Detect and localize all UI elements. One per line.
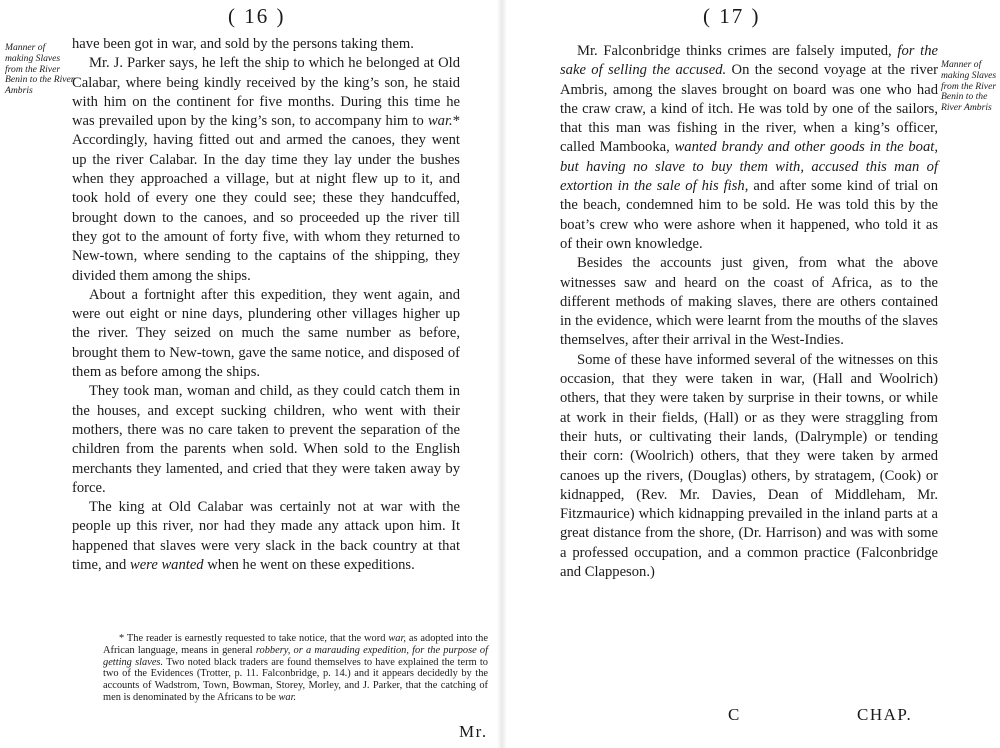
- paragraph: Mr. Falconbridge thinks crimes are falsely imputed, for the sake of selling the accused. On the second voyage at the river Ambris, among the slaves brought on board was one who had the craw craw, a kind of itch. He was told by one of the sailors, that this man was fishing in the river, when a king’s officer, called Mambooka, wanted brandy and other goods in the boat, but having no slave to buy them with, accused this man of extortion in the sale of his fish, and after some kind of trial on the beach, condemned him to be sold. He was told this by the boat’s crew who were ashore when it happened, who told it as of their own knowledge.: [560, 43, 939, 252]
- catchword: Mr.: [459, 722, 488, 741]
- paragraph: Mr. J. Parker says, he left the ship to which he belonged at Old Calabar, where being kindly received by the king’s son, he staid with him on the continent for five months. During this time he was prevailed upon by the king’s son, to accompany him to war.* Accordingly, having fitted out and armed the canoes, they went up the river Calabar. In the day time they lay under the bushes when they approached a village, but at night flew up to it, and took hold of every one they could see; these they handcuffed, brought down to the canoes, and so proceeded up the river till they got to the amount of forty five, with whom they returned to New-town, where sending to the captains of the shipping, they divided them among the ships.: [72, 55, 460, 284]
- paragraph: Some of these have informed several of the witnesses on this occasion, that they were taken in war, (Hall and Woolrich) others, that they were taken by surprise in their towns, or while at work in their fields, (Hall) or as they were straggling from their huts, or cultivating their lands, (Dalrymple) or tending their corn: (Woolrich) others, that they were taken by armed canoes up the rivers, (Douglas) others, by stratagem, (Cook) or kidnapped, (Rev. Mr. Davies, Dean of Middleham, Mr. Fitzmaurice) which kidnapping prevailed in the inland parts at a great distance from the shore, (Dr. Harrison) and was with some a professed occupation, and a common practice (Falconbridge and Clappeson.): [560, 351, 938, 581]
- paragraph: have been got in war, and sold by the persons taking them.: [72, 36, 414, 52]
- margin-note: Manner of making Slaves from the River Benin to the River Ambris: [5, 42, 75, 97]
- catchword: CHAP.: [857, 705, 913, 724]
- page-number: ( 16 ): [228, 4, 286, 28]
- page-number: ( 17 ): [703, 4, 761, 28]
- right-page: [507, 0, 1000, 748]
- paragraph: About a fortnight after this expedition, they went again, and were out eight or nine days, plundering other villages higher up the river. They seized on much the same number as before, brought them to New-town, gave the same notice, and disposed of them as before among the ships.: [72, 286, 460, 381]
- page-gutter: [497, 0, 507, 748]
- signature-mark: C: [728, 705, 740, 724]
- paragraph: The king at Old Calabar was certainly not at war with the people up this river, nor had they made any attack upon him. It happened that slaves were very slack in the back country at that time, and were wanted when he went on these expeditions.: [72, 499, 460, 574]
- footnote: * The reader is earnestly requested to take notice, that the word war, as adopted into the African language, means in general robbery, or a marauding expedition, for the purpose of getting slaves. Two noted black traders are found themselves to have explained the term to two of the Evidences (Trotter, p. 11. Falconbridge, p. 14.) and it appears decidedly by the accounts of Wadstrom, Town, Bowman, Storey, Morley, and J. Parker, that the catching of men is denominated by the Africans to be war.: [103, 633, 488, 703]
- margin-note: Manner of making Slaves from the River Benin to the River Ambris: [941, 59, 997, 114]
- page-body: [72, 35, 460, 575]
- page-body: [560, 42, 938, 582]
- paragraph: Besides the accounts just given, from what the above witnesses saw and heard on the coast of Africa, as to the different methods of making slaves, there are others contained in the evidence, which were learnt from the mouths of the slaves themselves, after their arrival in the West-Indies.: [560, 255, 938, 349]
- left-page: [0, 0, 497, 748]
- paragraph: They took man, woman and child, as they could catch them in the houses, and except sucking children, who went with their mothers, there was no care taken to prevent the separation of the children from the parents when sold. When sold to the English merchants they lamented, and cried that they were taken away by force.: [72, 383, 460, 496]
